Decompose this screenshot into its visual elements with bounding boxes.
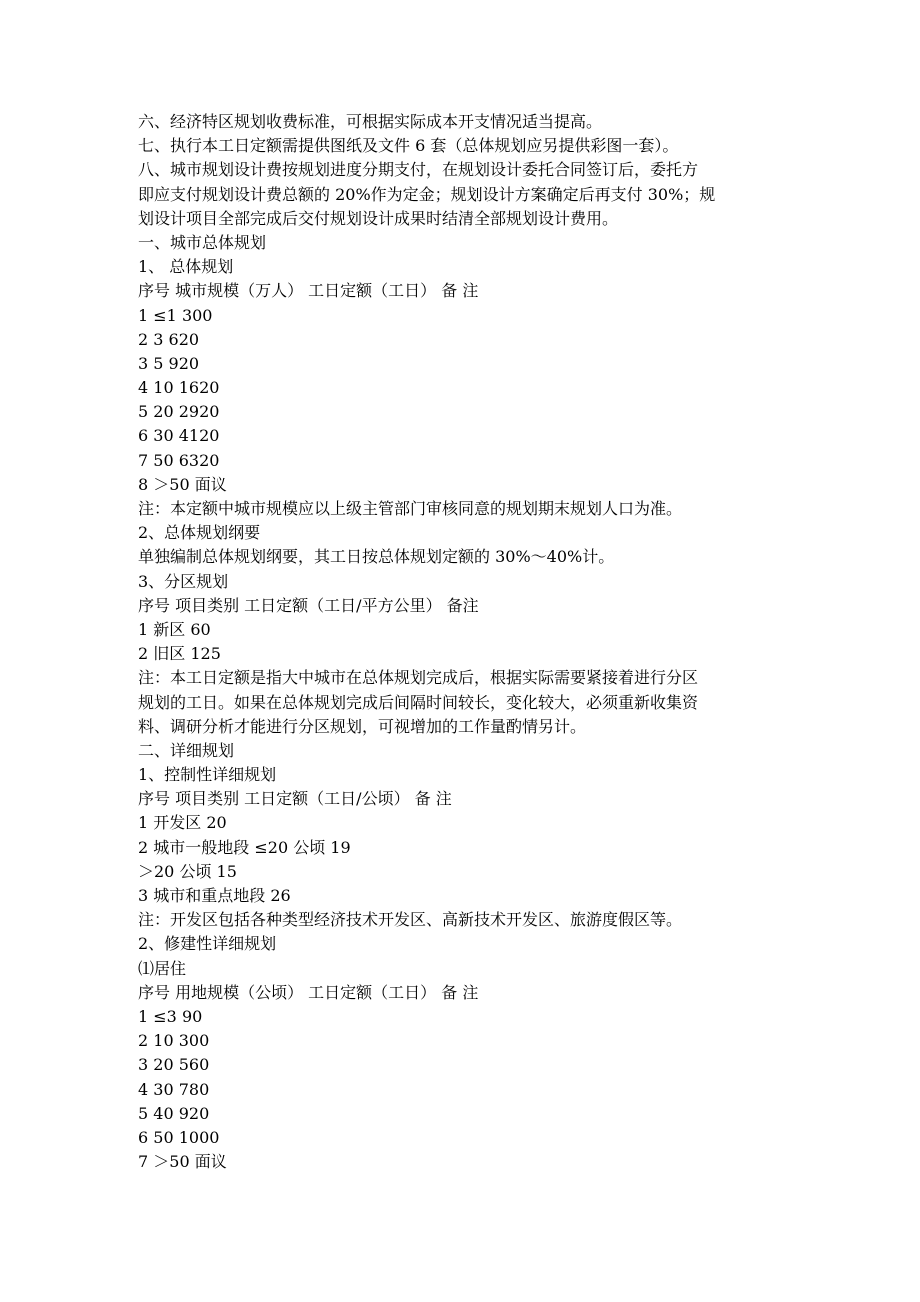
text-line: 4 30 780 <box>138 1079 210 1099</box>
text-line: 划设计项目全部完成后交付规划设计成果时结清全部规划设计费用。 <box>138 208 619 228</box>
text-line: 序号 用地规模（公顷） 工日定额（工日） 备 注 <box>138 982 479 1002</box>
text-line: 二、详细规划 <box>138 740 235 760</box>
text-line: 3 20 560 <box>138 1055 210 1075</box>
text-line: ＞20 公顷 15 <box>138 861 237 881</box>
text-line: 2、总体规划纲要 <box>138 523 261 543</box>
text-line: 1 ≤1 300 <box>138 305 213 325</box>
text-line: 注：开发区包括各种类型经济技术开发区、高新技术开发区、旅游度假区等。 <box>138 910 683 930</box>
text-line: 3 5 920 <box>138 353 200 373</box>
text-line: 注：本定额中城市规模应以上级主管部门审核同意的规划期末规划人口为准。 <box>138 499 683 518</box>
text-line: 4 10 1620 <box>138 378 220 398</box>
text-line: 六、经济特区规划收费标准，可根据实际成本开支情况适当提高。 <box>138 112 603 131</box>
text-line: 1 新区 60 <box>138 619 211 639</box>
text-line: 注：本工日定额是指大中城市在总体规划完成后，根据实际需要紧接着进行分区 <box>138 668 699 688</box>
text-line: 2 3 620 <box>138 329 200 349</box>
text-line: 3 城市和重点地段 26 <box>138 886 291 905</box>
text-line: 八、城市规划设计费按规划进度分期支付，在规划设计委托合同签订后，委托方 <box>138 160 699 180</box>
text-line: 料、调研分析才能进行分区规划，可视增加的工作量酌情另计。 <box>138 716 587 736</box>
text-line: 序号 项目类别 工日定额（工日/平方公里） 备注 <box>138 595 479 615</box>
text-line: 2 旧区 125 <box>138 644 221 664</box>
text-line: ⑴居住 <box>138 958 187 978</box>
text-line: 6 50 1000 <box>138 1127 220 1147</box>
document-body <box>138 110 788 1174</box>
text-line: 2、修建性详细规划 <box>138 934 277 954</box>
text-line: 1 ≤3 90 <box>138 1006 203 1026</box>
text-line: 5 20 2920 <box>138 402 220 422</box>
text-line: 序号 城市规模（万人） 工日定额（工日） 备 注 <box>138 281 479 301</box>
text-line: 一、城市总体规划 <box>138 232 267 252</box>
text-line: 3、分区规划 <box>138 571 229 591</box>
text-line: 1 开发区 20 <box>138 813 227 833</box>
text-line: 单独编制总体规划纲要，其工日按总体规划定额的 30%～40%计。 <box>138 547 615 567</box>
text-line: 7 ＞50 面议 <box>138 1152 227 1172</box>
text-line: 规划的工日。如果在总体规划完成后间隔时间较长，变化较大，必须重新收集资 <box>138 692 699 712</box>
text-line: 1、 总体规划 <box>138 257 234 277</box>
text-line: 序号 项目类别 工日定额（工日/公顷） 备 注 <box>138 789 452 809</box>
text-line: 1、控制性详细规划 <box>138 765 277 785</box>
text-line: 6 30 4120 <box>138 426 220 446</box>
text-line: 2 10 300 <box>138 1031 210 1051</box>
text-line: 2 城市一般地段 ≤20 公顷 19 <box>138 837 351 857</box>
text-line: 7 50 6320 <box>138 450 220 470</box>
text-line: 5 40 920 <box>138 1103 210 1123</box>
text-line: 七、执行本工日定额需提供图纸及文件 6 套（总体规划应另提供彩图一套）。 <box>138 136 679 156</box>
text-line: 即应支付规划设计费总额的 20%作为定金；规划设计方案确定后再支付 30%；规 <box>138 184 716 204</box>
text-line: 8 ＞50 面议 <box>138 474 227 494</box>
